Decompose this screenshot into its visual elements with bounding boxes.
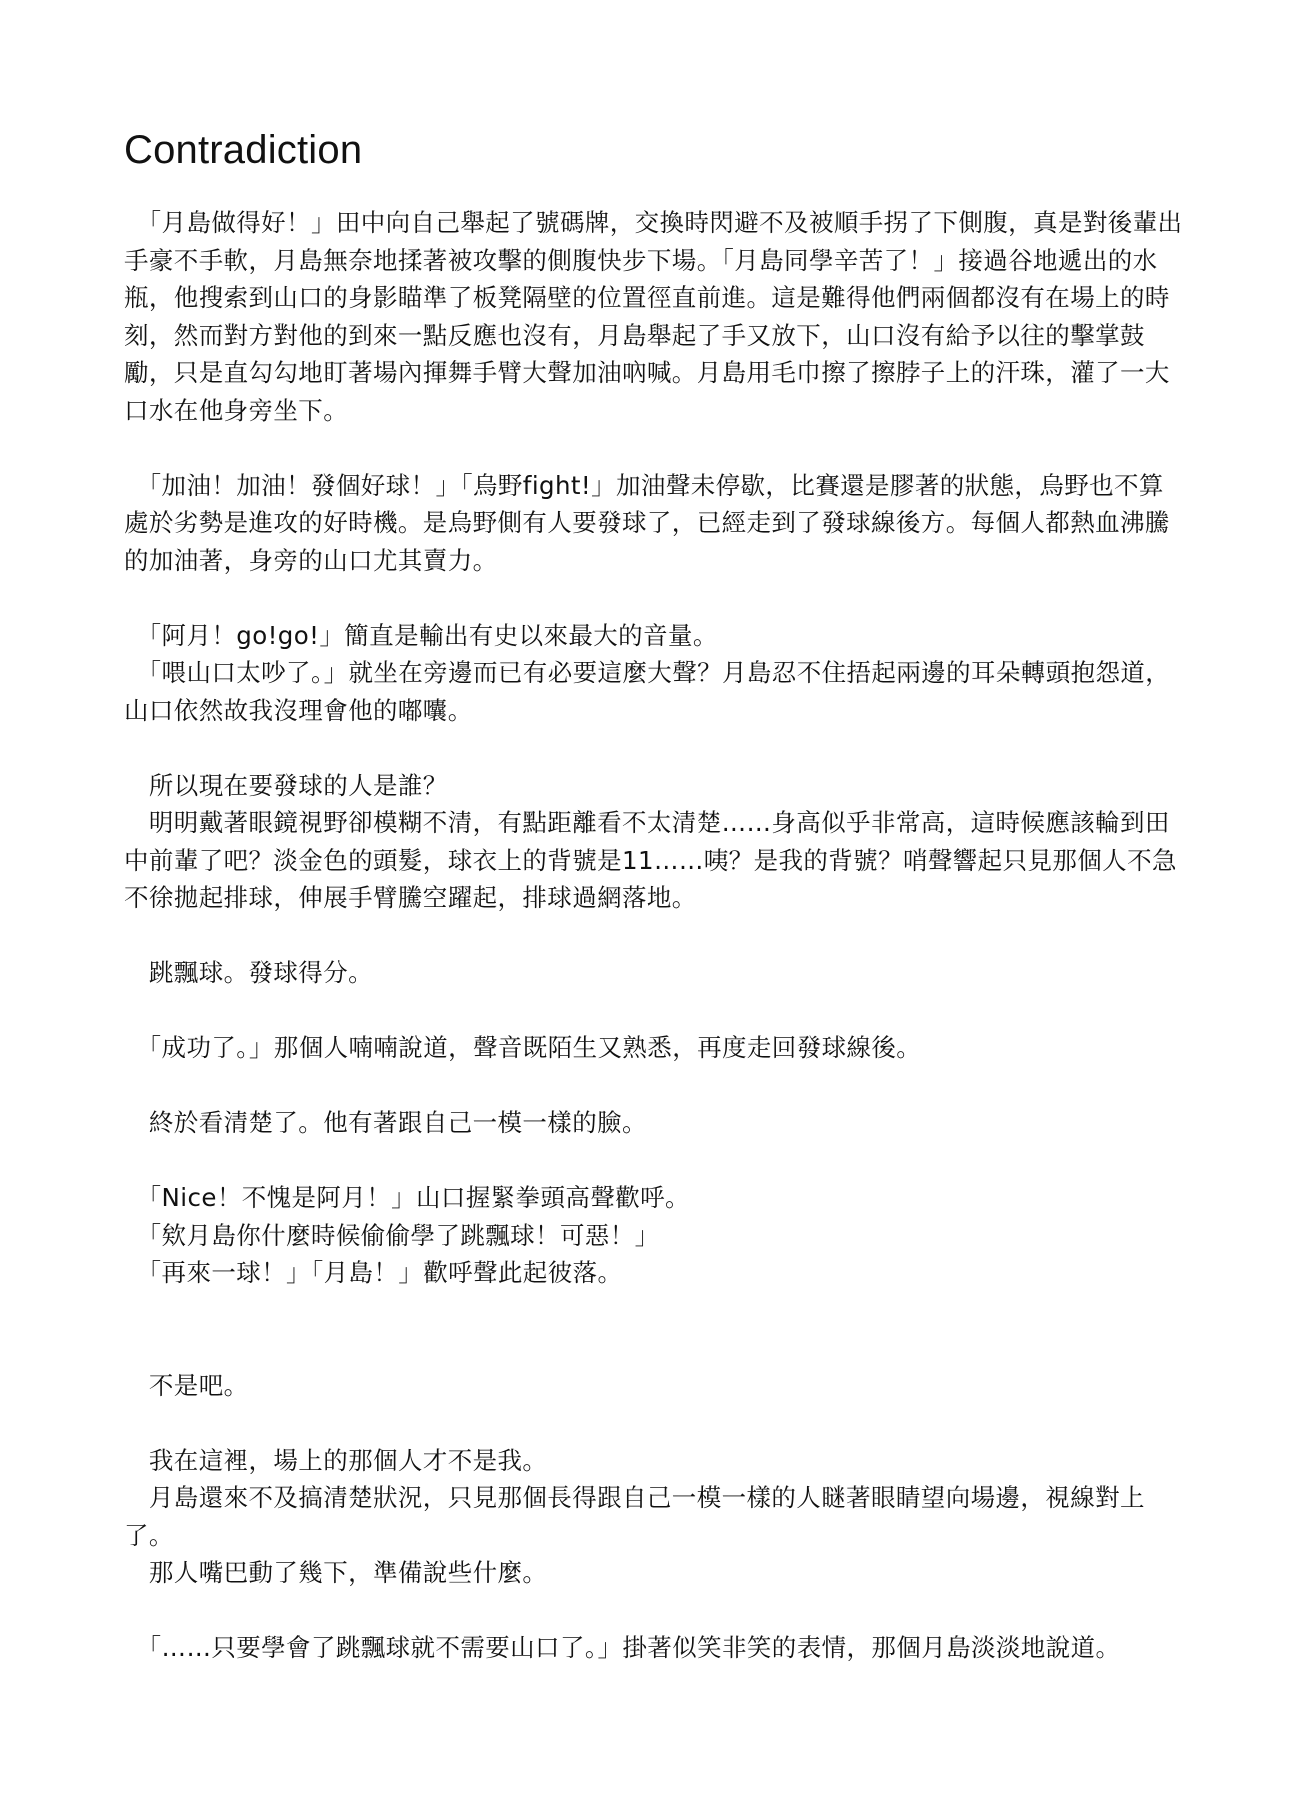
paragraph: 所以現在要發球的人是誰？: [124, 770, 448, 800]
paragraph-spacer: [124, 1292, 1184, 1330]
paragraph-spacer: [124, 1142, 1184, 1180]
paragraph-spacer: [124, 917, 1184, 955]
paragraph: 終於看清楚了。他有著跟自己一模一樣的臉。: [124, 1108, 647, 1137]
paragraph: 明明戴著眼鏡視野卻模糊不清，有點距離看不太清楚……身高似乎非常高，這時候應該輪到田中前輩了吧？淡金色的頭髮，球衣上的背號是11……咦？是我的背號？哨聲響起只見那個人不急不徐拋起排球，伸展手臂騰空躍起，排球過網落地。: [124, 808, 1177, 912]
paragraph-spacer: [124, 729, 1184, 767]
paragraph: 不是吧。: [124, 1370, 249, 1400]
paragraph: 我在這裡，場上的那個人才不是我。: [124, 1445, 548, 1475]
paragraph-spacer: [124, 1404, 1184, 1442]
paragraph: 「再來一球！」「月島！」歡呼聲此起彼落。: [124, 1258, 623, 1287]
paragraph: 跳飄球。發球得分。: [124, 958, 373, 987]
paragraph: 「成功了。」那個人喃喃說道，聲音既陌生又熟悉，再度走回發球線後。: [124, 1033, 922, 1062]
document-body: [124, 204, 1184, 1667]
paragraph: 「喂山口太吵了。」就坐在旁邊而已有必要這麼大聲？月島忍不住捂起兩邊的耳朵轉頭抱怨道，山口依然故我沒理會他的嘟囔。: [124, 658, 1171, 725]
paragraph-spacer: [124, 992, 1184, 1030]
paragraph: 「月島做得好！」田中向自己舉起了號碼牌，交換時閃避不及被順手拐了下側腹，真是對後輩出手豪不手軟，月島無奈地揉著被攻擊的側腹快步下場。「月島同學辛苦了！」接過谷地遞出的水瓶，他搜索到山口的身影瞄準了板凳隔壁的位置徑直前進。這是難得他們兩個都沒有在場上的時刻，然而對方對他的到來一點反應也沒有，月島舉起了手又放下，山口沒有給予以往的擊掌鼓勵，只是直勾勾地盯著場內揮舞手臂大聲加油吶喊。月島用毛巾擦了擦脖子上的汗珠，灌了一大口水在他身旁坐下。: [124, 208, 1183, 425]
paragraph-spacer: [124, 1067, 1184, 1105]
paragraph: 那人嘴巴動了幾下，準備說些什麼。: [124, 1558, 548, 1587]
paragraph-spacer: [124, 1592, 1184, 1630]
document-page: [124, 124, 1184, 1667]
paragraph: 「欸月島你什麼時候偷偷學了跳飄球！可惡！」: [124, 1220, 660, 1250]
paragraph: 「加油！加油！發個好球！」「烏野fight!」加油聲未停歇，比賽還是膠著的狀態，烏野也不算處於劣勢是進攻的好時機。是烏野側有人要發球了，已經走到了發球線後方。每個人都熱血沸騰的加油著，身旁的山口尤其賣力。: [124, 470, 1170, 575]
paragraph: 「Nice！不愧是阿月！」山口握緊拳頭高聲歡呼。: [124, 1183, 690, 1212]
paragraph: 月島還來不及搞清楚狀況，只見那個長得跟自己一模一樣的人瞇著眼睛望向場邊，視線對上了。: [124, 1483, 1145, 1550]
paragraph-spacer: [124, 429, 1184, 467]
paragraph-spacer: [124, 1329, 1184, 1367]
paragraph: 「……只要學會了跳飄球就不需要山口了。」掛著似笑非笑的表情，那個月島淡淡地說道。: [124, 1633, 1121, 1662]
document-title: Contradiction: [124, 128, 363, 172]
paragraph-spacer: [124, 579, 1184, 617]
paragraph: 「阿月！go!go!」簡直是輸出有史以來最大的音量。: [124, 620, 718, 650]
